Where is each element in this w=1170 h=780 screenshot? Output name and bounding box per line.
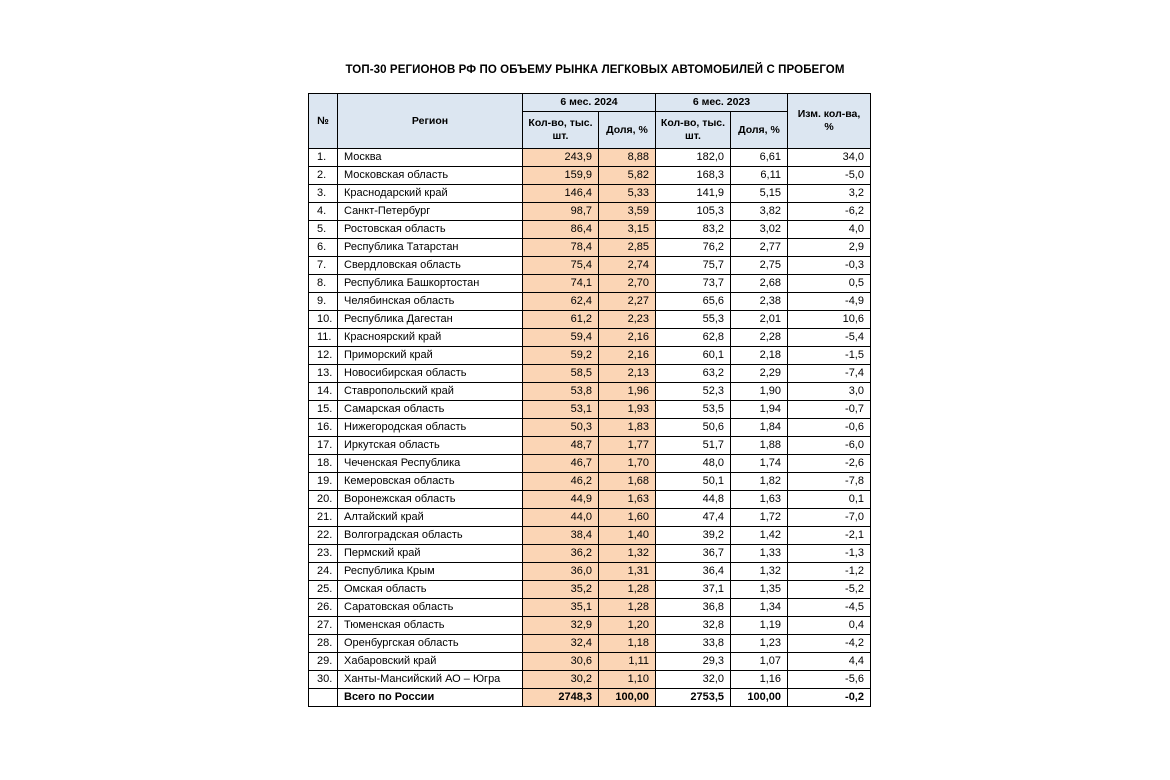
row-change: -5,0 [788, 167, 871, 185]
row-qty-2024: 86,4 [523, 221, 599, 239]
row-qty-2023: 47,4 [656, 509, 731, 527]
row-share-2023: 2,29 [731, 365, 788, 383]
row-qty-2024: 62,4 [523, 293, 599, 311]
row-region: Саратовская область [338, 599, 523, 617]
header-share-2024 [599, 112, 656, 149]
row-share-2023: 2,18 [731, 347, 788, 365]
row-qty-2024: 36,0 [523, 563, 599, 581]
row-qty-2023: 76,2 [656, 239, 731, 257]
row-region: Ханты-Мансийский АО – Югра [338, 671, 523, 689]
row-region: Красноярский край [338, 329, 523, 347]
row-number: 10. [309, 311, 338, 329]
row-qty-2024: 159,9 [523, 167, 599, 185]
row-qty-2023: 83,2 [656, 221, 731, 239]
row-share-2023: 1,84 [731, 419, 788, 437]
row-region: Кемеровская область [338, 473, 523, 491]
row-change: -6,0 [788, 437, 871, 455]
row-qty-2024: 75,4 [523, 257, 599, 275]
header-region: Регион [338, 94, 523, 149]
row-qty-2024: 53,8 [523, 383, 599, 401]
row-qty-2024: 58,5 [523, 365, 599, 383]
row-qty-2023: 105,3 [656, 203, 731, 221]
row-share-2024: 3,15 [599, 221, 656, 239]
row-qty-2024: 98,7 [523, 203, 599, 221]
row-share-2024: 1,11 [599, 653, 656, 671]
header-period-2024: 6 мес. 2024 [523, 94, 656, 112]
row-region: Ростовская область [338, 221, 523, 239]
row-change: 4,4 [788, 653, 871, 671]
row-qty-2023: 141,9 [656, 185, 731, 203]
total-qty-2024: 2748,3 [523, 689, 599, 707]
row-region: Чеченская Республика [338, 455, 523, 473]
row-share-2024: 2,16 [599, 329, 656, 347]
row-qty-2023: 39,2 [656, 527, 731, 545]
row-qty-2023: 33,8 [656, 635, 731, 653]
row-qty-2023: 55,3 [656, 311, 731, 329]
row-qty-2024: 46,7 [523, 455, 599, 473]
table-body [309, 149, 871, 707]
row-share-2023: 6,11 [731, 167, 788, 185]
table-row [309, 401, 871, 419]
row-qty-2024: 35,1 [523, 599, 599, 617]
row-qty-2024: 44,9 [523, 491, 599, 509]
header-period-2023: 6 мес. 2023 [656, 94, 788, 112]
row-qty-2023: 168,3 [656, 167, 731, 185]
row-region: Челябинская область [338, 293, 523, 311]
row-region: Республика Башкортостан [338, 275, 523, 293]
table-row [309, 491, 871, 509]
table-row [309, 257, 871, 275]
table-row [309, 185, 871, 203]
row-number: 27. [309, 617, 338, 635]
row-region: Санкт-Петербург [338, 203, 523, 221]
row-qty-2023: 75,7 [656, 257, 731, 275]
row-region: Приморский край [338, 347, 523, 365]
row-qty-2023: 36,7 [656, 545, 731, 563]
row-change: -7,4 [788, 365, 871, 383]
row-region: Оренбургская область [338, 635, 523, 653]
row-share-2024: 1,18 [599, 635, 656, 653]
row-share-2023: 1,19 [731, 617, 788, 635]
row-qty-2023: 60,1 [656, 347, 731, 365]
row-share-2023: 1,88 [731, 437, 788, 455]
row-number: 5. [309, 221, 338, 239]
row-qty-2023: 62,8 [656, 329, 731, 347]
row-change: 3,0 [788, 383, 871, 401]
row-qty-2024: 61,2 [523, 311, 599, 329]
header-qty-2024-label: Кол-во, тыс. шт. [528, 117, 593, 142]
row-number: 9. [309, 293, 338, 311]
row-share-2023: 3,02 [731, 221, 788, 239]
row-share-2024: 1,40 [599, 527, 656, 545]
row-change: -6,2 [788, 203, 871, 221]
row-change: -5,2 [788, 581, 871, 599]
row-share-2024: 1,32 [599, 545, 656, 563]
row-change: 0,5 [788, 275, 871, 293]
row-change: -7,8 [788, 473, 871, 491]
row-region: Хабаровский край [338, 653, 523, 671]
row-change: -0,6 [788, 419, 871, 437]
row-share-2024: 1,93 [599, 401, 656, 419]
row-region: Ставропольский край [338, 383, 523, 401]
row-change: 10,6 [788, 311, 871, 329]
header-share-2023 [731, 112, 788, 149]
row-share-2023: 5,15 [731, 185, 788, 203]
row-qty-2024: 74,1 [523, 275, 599, 293]
row-share-2023: 1,63 [731, 491, 788, 509]
table-row [309, 239, 871, 257]
row-region: Омская область [338, 581, 523, 599]
total-region: Всего по России [338, 689, 523, 707]
row-change: -0,3 [788, 257, 871, 275]
table-row [309, 383, 871, 401]
row-share-2024: 2,27 [599, 293, 656, 311]
row-share-2024: 1,96 [599, 383, 656, 401]
row-share-2023: 2,28 [731, 329, 788, 347]
header-qty-2023-label: Кол-во, тыс. шт. [660, 117, 726, 142]
table-row [309, 365, 871, 383]
header-qty-2023 [656, 112, 731, 149]
row-number: 18. [309, 455, 338, 473]
row-share-2023: 1,23 [731, 635, 788, 653]
row-qty-2023: 50,1 [656, 473, 731, 491]
table-row [309, 653, 871, 671]
row-change: -1,2 [788, 563, 871, 581]
row-share-2023: 2,01 [731, 311, 788, 329]
row-qty-2024: 59,2 [523, 347, 599, 365]
row-share-2023: 1,72 [731, 509, 788, 527]
row-change: -2,6 [788, 455, 871, 473]
row-number: 24. [309, 563, 338, 581]
row-share-2024: 3,59 [599, 203, 656, 221]
row-region: Волгоградская область [338, 527, 523, 545]
row-change: -1,3 [788, 545, 871, 563]
row-share-2023: 2,75 [731, 257, 788, 275]
row-number: 4. [309, 203, 338, 221]
header-row-1 [309, 94, 871, 112]
row-number: 23. [309, 545, 338, 563]
row-region: Нижегородская область [338, 419, 523, 437]
row-change: -4,5 [788, 599, 871, 617]
row-number: 7. [309, 257, 338, 275]
row-qty-2023: 63,2 [656, 365, 731, 383]
row-share-2024: 1,20 [599, 617, 656, 635]
row-change: 3,2 [788, 185, 871, 203]
row-share-2024: 1,77 [599, 437, 656, 455]
row-share-2023: 1,94 [731, 401, 788, 419]
row-number: 12. [309, 347, 338, 365]
row-share-2024: 1,63 [599, 491, 656, 509]
table-row [309, 473, 871, 491]
row-number: 29. [309, 653, 338, 671]
row-share-2024: 1,68 [599, 473, 656, 491]
row-qty-2024: 32,4 [523, 635, 599, 653]
row-region: Новосибирская область [338, 365, 523, 383]
row-share-2023: 1,74 [731, 455, 788, 473]
row-region: Москва [338, 149, 523, 167]
row-qty-2023: 65,6 [656, 293, 731, 311]
table-row [309, 329, 871, 347]
row-qty-2024: 243,9 [523, 149, 599, 167]
header-change [788, 94, 871, 149]
row-change: -1,5 [788, 347, 871, 365]
row-share-2023: 2,38 [731, 293, 788, 311]
table-row [309, 617, 871, 635]
row-share-2024: 2,74 [599, 257, 656, 275]
row-share-2024: 2,85 [599, 239, 656, 257]
row-share-2023: 1,34 [731, 599, 788, 617]
row-share-2023: 1,32 [731, 563, 788, 581]
row-qty-2024: 46,2 [523, 473, 599, 491]
row-change: -5,4 [788, 329, 871, 347]
row-number: 16. [309, 419, 338, 437]
row-change: 0,4 [788, 617, 871, 635]
table-row [309, 167, 871, 185]
row-share-2024: 5,82 [599, 167, 656, 185]
row-share-2023: 1,16 [731, 671, 788, 689]
row-qty-2023: 53,5 [656, 401, 731, 419]
table-row [309, 509, 871, 527]
row-change: -2,1 [788, 527, 871, 545]
row-share-2024: 5,33 [599, 185, 656, 203]
row-qty-2023: 182,0 [656, 149, 731, 167]
row-qty-2023: 48,0 [656, 455, 731, 473]
row-region: Пермский край [338, 545, 523, 563]
row-qty-2023: 32,0 [656, 671, 731, 689]
row-region: Республика Дагестан [338, 311, 523, 329]
row-change: 4,0 [788, 221, 871, 239]
row-region: Свердловская область [338, 257, 523, 275]
row-qty-2023: 37,1 [656, 581, 731, 599]
row-share-2023: 1,82 [731, 473, 788, 491]
row-share-2023: 1,33 [731, 545, 788, 563]
row-qty-2024: 44,0 [523, 509, 599, 527]
row-number: 2. [309, 167, 338, 185]
row-qty-2023: 50,6 [656, 419, 731, 437]
row-number: 13. [309, 365, 338, 383]
row-qty-2024: 35,2 [523, 581, 599, 599]
row-change: -7,0 [788, 509, 871, 527]
total-change: -0,2 [788, 689, 871, 707]
row-qty-2023: 36,4 [656, 563, 731, 581]
row-qty-2023: 51,7 [656, 437, 731, 455]
row-change: -0,7 [788, 401, 871, 419]
row-number: 17. [309, 437, 338, 455]
row-share-2023: 1,35 [731, 581, 788, 599]
row-qty-2024: 36,2 [523, 545, 599, 563]
row-share-2024: 1,10 [599, 671, 656, 689]
table-row [309, 545, 871, 563]
row-qty-2023: 73,7 [656, 275, 731, 293]
row-number: 6. [309, 239, 338, 257]
row-number: 26. [309, 599, 338, 617]
row-change: -4,9 [788, 293, 871, 311]
table-row [309, 275, 871, 293]
row-share-2024: 8,88 [599, 149, 656, 167]
row-qty-2023: 52,3 [656, 383, 731, 401]
row-qty-2024: 30,6 [523, 653, 599, 671]
total-row-number [309, 689, 338, 707]
table-row [309, 311, 871, 329]
row-share-2023: 1,07 [731, 653, 788, 671]
row-region: Иркутская область [338, 437, 523, 455]
row-share-2023: 2,68 [731, 275, 788, 293]
table-row [309, 527, 871, 545]
row-share-2024: 1,31 [599, 563, 656, 581]
row-number: 20. [309, 491, 338, 509]
table-row [309, 419, 871, 437]
header-change-label: Изм. кол-ва, % [797, 108, 861, 133]
row-share-2024: 1,28 [599, 581, 656, 599]
row-qty-2024: 59,4 [523, 329, 599, 347]
row-qty-2024: 50,3 [523, 419, 599, 437]
row-number: 14. [309, 383, 338, 401]
table-row [309, 293, 871, 311]
row-share-2024: 2,13 [599, 365, 656, 383]
table-row [309, 635, 871, 653]
total-share-2023: 100,00 [731, 689, 788, 707]
row-number: 15. [309, 401, 338, 419]
table-row [309, 563, 871, 581]
table-row [309, 221, 871, 239]
row-number: 1. [309, 149, 338, 167]
row-number: 19. [309, 473, 338, 491]
row-change: 34,0 [788, 149, 871, 167]
row-region: Самарская область [338, 401, 523, 419]
table-row [309, 203, 871, 221]
row-share-2024: 1,60 [599, 509, 656, 527]
row-region: Алтайский край [338, 509, 523, 527]
header-share-2024-label: Доля, % [606, 123, 648, 136]
row-share-2024: 1,83 [599, 419, 656, 437]
row-region: Тюменская область [338, 617, 523, 635]
row-qty-2024: 53,1 [523, 401, 599, 419]
row-qty-2023: 32,8 [656, 617, 731, 635]
row-share-2024: 1,28 [599, 599, 656, 617]
row-number: 28. [309, 635, 338, 653]
row-share-2024: 2,16 [599, 347, 656, 365]
table-row [309, 437, 871, 455]
total-row [309, 689, 871, 707]
regions-table [308, 93, 871, 707]
row-share-2024: 2,70 [599, 275, 656, 293]
row-qty-2023: 44,8 [656, 491, 731, 509]
row-region: Воронежская область [338, 491, 523, 509]
table-row [309, 455, 871, 473]
row-region: Московская область [338, 167, 523, 185]
header-share-2023-label: Доля, % [738, 123, 780, 136]
row-number: 21. [309, 509, 338, 527]
table-row [309, 581, 871, 599]
row-share-2024: 1,70 [599, 455, 656, 473]
total-share-2024: 100,00 [599, 689, 656, 707]
row-qty-2023: 36,8 [656, 599, 731, 617]
table-row [309, 149, 871, 167]
row-qty-2024: 32,9 [523, 617, 599, 635]
header-num: № [309, 94, 338, 149]
row-number: 8. [309, 275, 338, 293]
row-qty-2024: 30,2 [523, 671, 599, 689]
row-qty-2024: 38,4 [523, 527, 599, 545]
row-qty-2023: 29,3 [656, 653, 731, 671]
row-change: 0,1 [788, 491, 871, 509]
row-qty-2024: 48,7 [523, 437, 599, 455]
page-title: ТОП-30 РЕГИОНОВ РФ ПО ОБЪЕМУ РЫНКА ЛЕГКОВЫХ АВТОМОБИЛЕЙ С ПРОБЕГОМ [345, 64, 845, 76]
row-share-2023: 3,82 [731, 203, 788, 221]
row-number: 25. [309, 581, 338, 599]
total-qty-2023: 2753,5 [656, 689, 731, 707]
table-row [309, 671, 871, 689]
row-qty-2024: 146,4 [523, 185, 599, 203]
row-number: 3. [309, 185, 338, 203]
row-change: 2,9 [788, 239, 871, 257]
row-region: Республика Татарстан [338, 239, 523, 257]
table-row [309, 347, 871, 365]
row-share-2023: 2,77 [731, 239, 788, 257]
row-qty-2024: 78,4 [523, 239, 599, 257]
table-row [309, 599, 871, 617]
row-region: Краснодарский край [338, 185, 523, 203]
row-share-2023: 6,61 [731, 149, 788, 167]
row-number: 30. [309, 671, 338, 689]
row-share-2024: 2,23 [599, 311, 656, 329]
row-change: -4,2 [788, 635, 871, 653]
row-change: -5,6 [788, 671, 871, 689]
row-share-2023: 1,90 [731, 383, 788, 401]
row-number: 11. [309, 329, 338, 347]
row-number: 22. [309, 527, 338, 545]
row-region: Республика Крым [338, 563, 523, 581]
row-share-2023: 1,42 [731, 527, 788, 545]
header-qty-2024 [523, 112, 599, 149]
